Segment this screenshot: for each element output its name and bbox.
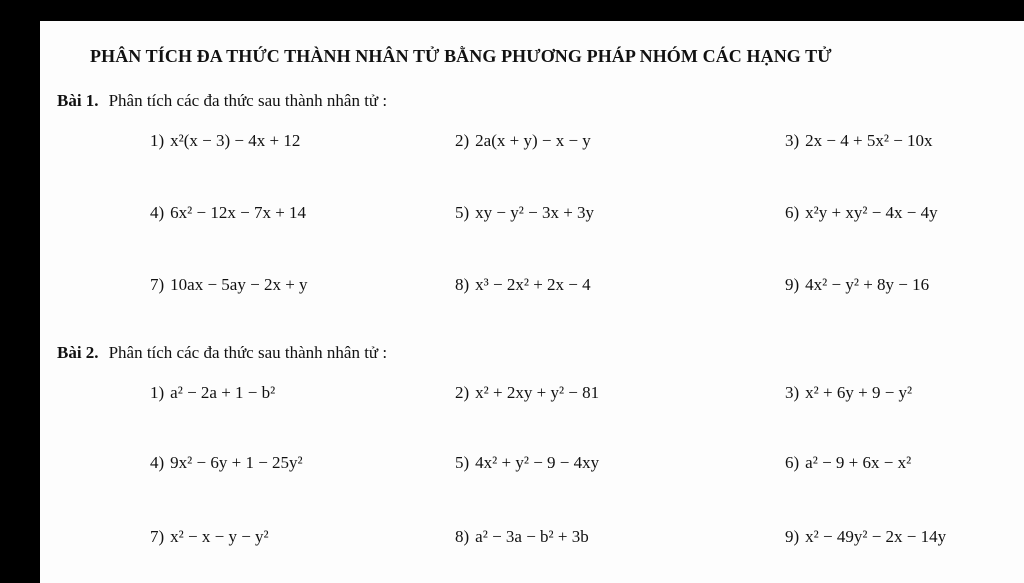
exercise-2-item-9: 9) x² − 49y² − 2x − 14y — [785, 527, 947, 546]
exercise-2-item-2: 2) x² + 2xy + y² − 81 — [455, 383, 600, 402]
exercise-1-item-9: 9) 4x² − y² + 8y − 16 — [785, 275, 930, 294]
exercise-2-item-4: 4) 9x² − 6y + 1 − 25y² — [150, 453, 303, 472]
worksheet-page — [40, 21, 1024, 583]
exercise-2-label: Bài 2. — [57, 343, 99, 362]
exercise-2-item-1: 1) a² − 2a + 1 − b² — [150, 383, 276, 402]
exercise-2-item-6: 6) a² − 9 + 6x − x² — [785, 453, 912, 472]
exercise-2-item-7: 7) x² − x − y − y² — [150, 527, 269, 546]
exercise-2-item-5: 5) 4x² + y² − 9 − 4xy — [455, 453, 600, 472]
exercise-1-label: Bài 1. — [57, 91, 99, 110]
worksheet-title: PHÂN TÍCH ĐA THỨC THÀNH NHÂN TỬ BẰNG PHƯƠNG PHÁP NHÓM CÁC HẠNG TỬ — [90, 46, 832, 66]
exercise-1-heading — [57, 91, 387, 111]
exercise-1-item-5: 5) xy − y² − 3x + 3y — [455, 203, 595, 222]
exercise-2-item-3: 3) x² + 6y + 9 − y² — [785, 383, 913, 402]
exercise-2-heading — [57, 343, 387, 363]
exercise-1-item-1: 1) x²(x − 3) − 4x + 12 — [150, 131, 301, 150]
exercise-1-item-4: 4) 6x² − 12x − 7x + 14 — [150, 203, 307, 222]
exercise-2-item-8: 8) a² − 3a − b² + 3b — [455, 527, 589, 546]
exercise-1-item-3: 3) 2x − 4 + 5x² − 10x — [785, 131, 933, 150]
exercise-1-item-7: 7) 10ax − 5ay − 2x + y — [150, 275, 308, 294]
exercise-1-item-6: 6) x²y + xy² − 4x − 4y — [785, 203, 938, 222]
exercise-1-item-2: 2) 2a(x + y) − x − y — [455, 131, 591, 150]
exercise-1-item-8: 8) x³ − 2x² + 2x − 4 — [455, 275, 591, 294]
exercise-2-instruction: Phân tích các đa thức sau thành nhân tử : — [108, 343, 388, 362]
exercise-1-instruction: Phân tích các đa thức sau thành nhân tử : — [108, 91, 388, 110]
